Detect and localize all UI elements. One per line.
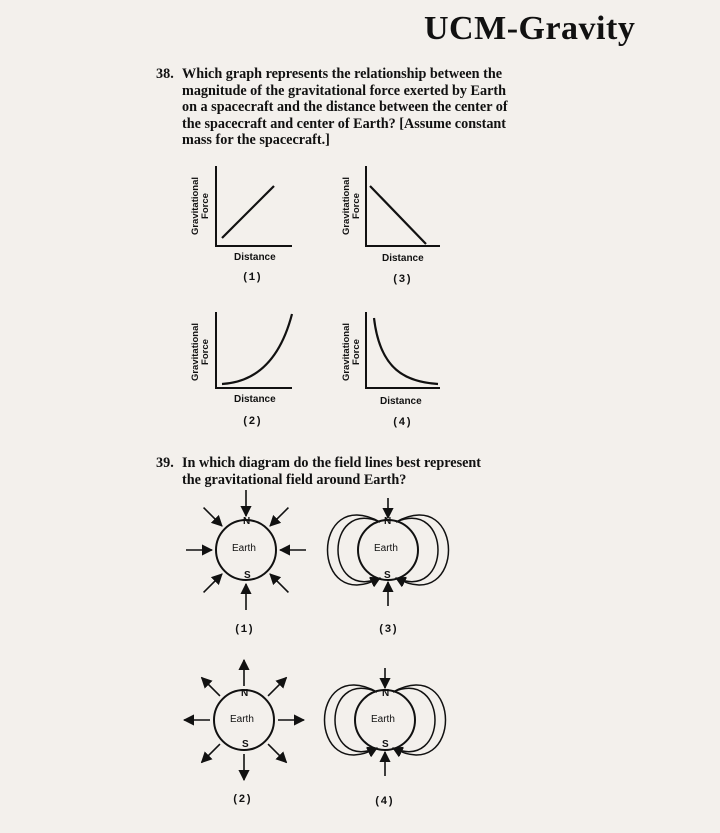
field-loop xyxy=(325,685,378,755)
x-axis-label: Distance xyxy=(234,252,276,263)
question-number: 38. xyxy=(156,66,174,82)
option-label: (2) xyxy=(232,794,252,806)
north-pole-label: N xyxy=(382,688,390,699)
option-label: (2) xyxy=(242,416,262,428)
question-line: the spacecraft and center of Earth? [Assume constant xyxy=(182,115,507,132)
south-pole-label: S xyxy=(384,570,391,581)
south-pole-label: S xyxy=(244,570,251,581)
field-loop xyxy=(393,688,435,751)
y-axis-label: Gravitational Force xyxy=(190,176,211,236)
north-pole-label: N xyxy=(241,688,249,699)
north-pole-label: N xyxy=(384,516,392,527)
field-loop xyxy=(328,515,381,585)
field-loop xyxy=(396,518,438,581)
earth-label: Earth xyxy=(230,714,254,725)
question-line: In which diagram do the field lines best represent xyxy=(182,455,481,471)
field-line xyxy=(270,508,288,526)
y-axis-label: Gravitational Force xyxy=(341,176,362,236)
field-line xyxy=(202,678,220,696)
question-line: the gravitational field around Earth? xyxy=(182,471,407,488)
earth-label: Earth xyxy=(232,543,256,554)
question-line: on a spacecraft and the distance between the center of xyxy=(182,99,508,116)
question-39 xyxy=(156,455,526,488)
option-label: (4) xyxy=(374,796,394,808)
x-axis-label: Distance xyxy=(382,253,424,264)
south-pole-label: S xyxy=(242,739,249,750)
field-loop xyxy=(396,515,449,585)
field-loop xyxy=(393,685,446,755)
question-line: magnitude of the gravitational force exerted by Earth xyxy=(182,82,507,99)
y-axis-label: Gravitational Force xyxy=(190,322,211,382)
south-pole-label: S xyxy=(382,739,389,750)
option-label: (4) xyxy=(392,417,412,429)
question-line: Which graph represents the relationship between the xyxy=(182,66,503,82)
earth-label: Earth xyxy=(371,714,395,725)
field-line xyxy=(204,508,222,526)
page-title: UCM-Gravity xyxy=(424,10,636,47)
option-label: (1) xyxy=(242,272,262,284)
north-pole-label: N xyxy=(243,516,251,527)
option-label: (3) xyxy=(392,274,412,286)
question-number: 39. xyxy=(156,455,174,471)
field-line xyxy=(268,744,286,762)
field-line xyxy=(270,574,288,592)
option-label: (1) xyxy=(234,624,254,636)
question-38 xyxy=(156,66,526,149)
earth-label: Earth xyxy=(374,543,398,554)
field-line xyxy=(268,678,286,696)
y-axis-label: Gravitational Force xyxy=(341,322,362,382)
question-line: mass for the spacecraft.] xyxy=(182,132,330,149)
x-axis-label: Distance xyxy=(234,394,276,405)
field-line xyxy=(204,574,222,592)
x-axis-label: Distance xyxy=(380,396,422,407)
field-line xyxy=(202,744,220,762)
option-label: (3) xyxy=(378,624,398,636)
